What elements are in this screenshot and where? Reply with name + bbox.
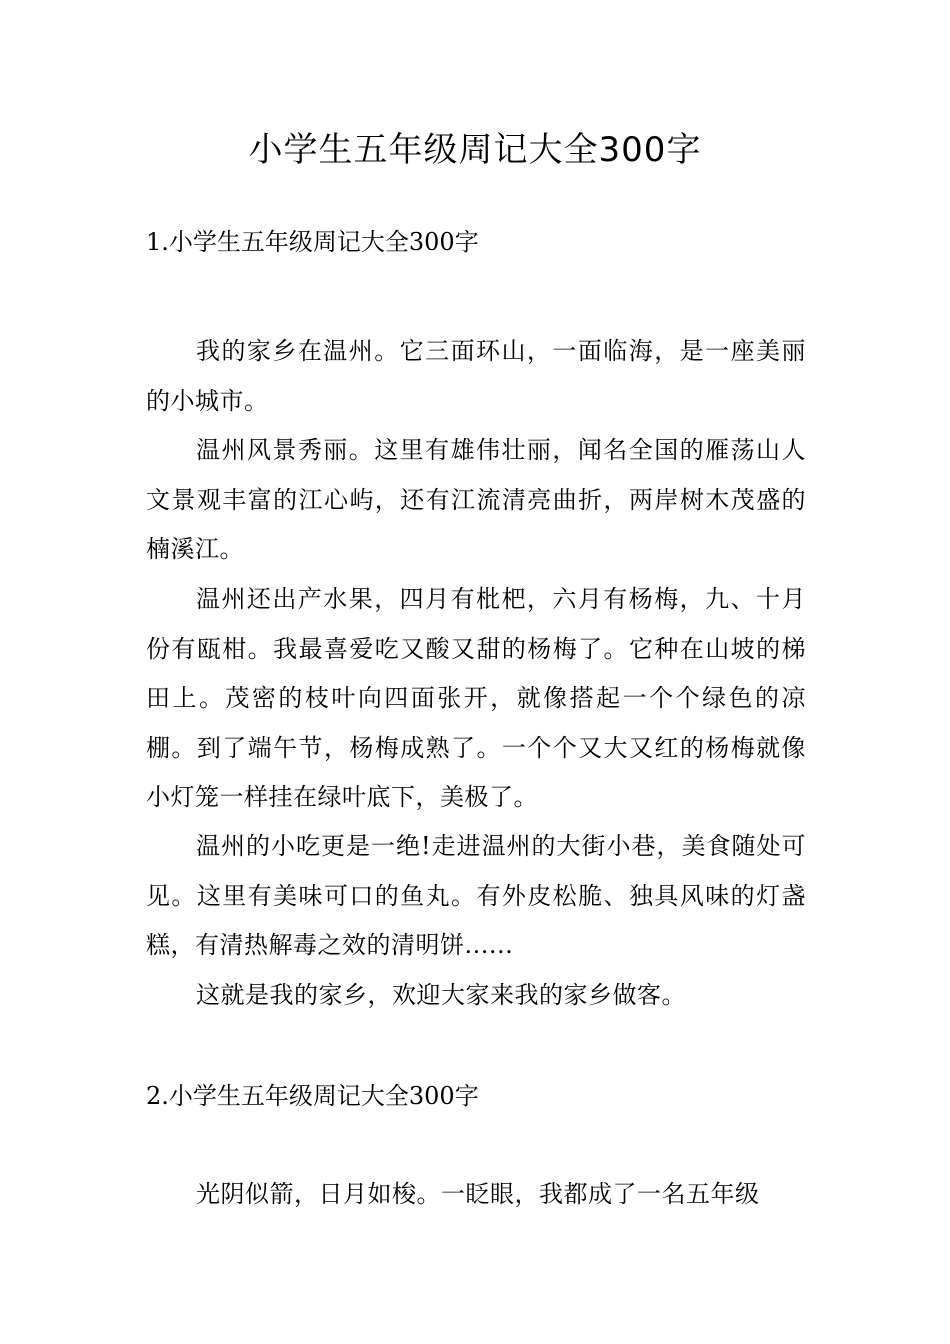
document-title: 小学生五年级周记大全300字 <box>248 130 702 170</box>
paragraph-1-4: 温州的小吃更是一绝!走进温州的大街小巷，美食随处可见。这里有美味可口的鱼丸。有外皮松脆、独具风味的灯盏糕，有清热解毒之效的清明饼...... <box>146 832 806 959</box>
paragraph-1-3: 温州还出产水果，四月有枇杷，六月有杨梅，九、十月份有瓯柑。我最喜爱吃又酸又甜的杨梅了。它种在山坡的梯田上。茂密的枝叶向四面张开，就像搭起一个个绿色的凉棚。到了端午节，杨梅成熟了。一个个又大又红的杨梅就像小灯笼一样挂在绿叶底下，美极了。 <box>146 585 806 811</box>
paragraph-1-2: 温州风景秀丽。这里有雄伟壮丽，闻名全国的雁荡山人文景观丰富的江心屿，还有江流清亮曲折，两岸树木茂盛的楠溪江。 <box>146 436 806 563</box>
paragraph-1-5: 这就是我的家乡，欢迎大家来我的家乡做客。 <box>196 981 686 1009</box>
paragraph-2-1: 光阴似箭，日月如梭。一眨眼，我都成了一名五年级 <box>196 1180 760 1208</box>
section-heading-1: 1.小学生五年级周记大全300字 <box>146 228 479 256</box>
paragraph-1-1: 我的家乡在温州。它三面环山，一面临海，是一座美丽的小城市。 <box>146 337 806 415</box>
section-heading-2: 2.小学生五年级周记大全300字 <box>146 1082 479 1110</box>
